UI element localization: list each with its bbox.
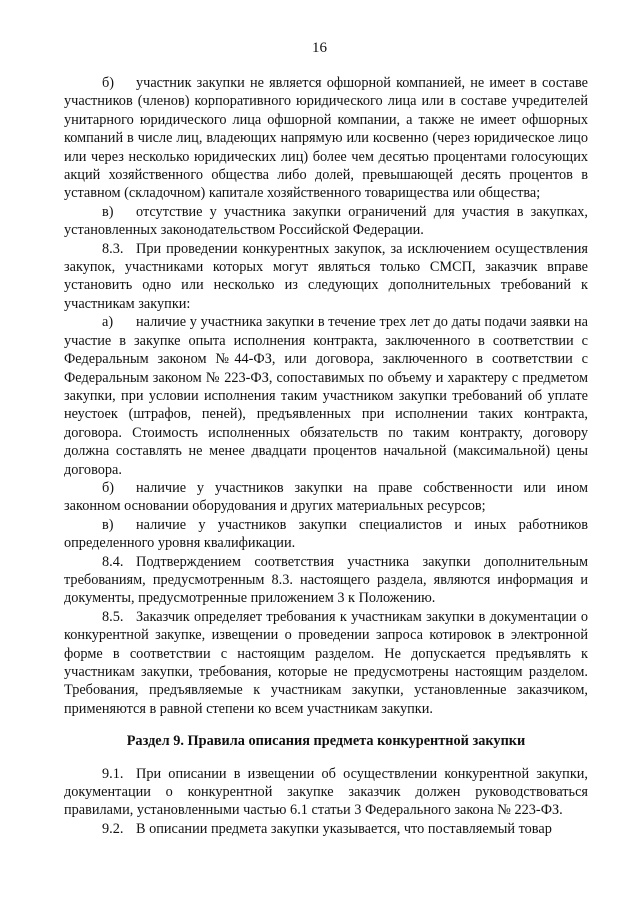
paragraph-text: В описании предмета закупки указывается, что поставляемый товар [136,820,552,837]
paragraph-b-offshore [64,74,588,203]
item-number: 9.1. [102,765,124,782]
item-number: б) [102,479,115,496]
document-body [64,74,588,838]
section-heading: Раздел 9. Правила описания предмета конкурентной закупки [126,733,526,750]
item-number: в) [102,516,114,533]
paragraph-9-1 [64,765,588,820]
paragraph-text: наличие у участника закупки в течение трех лет до даты подачи заявки на участие в закупке опыта исполнения контракта, заключенного в соответствии с Федеральным законом №44-ФЗ, или договора, заключенного в соответствии с Федеральным законом № 223-ФЗ, сопоставимых по объему и характеру с предметом закупки, при условии исполнения таким участником закупки требований об уплате неустоек (штрафов, пеней), предъявленных при исполнении таких контракта, договора. Стоимость исполненных обязательств по таким контракту, договору должна составлять не менее двадцати процентов начальной (максимальной) цены договора. [64,314,588,478]
page-number: 16 [312,40,327,56]
paragraph-text: наличие у участников закупки на праве собственности или ином законном основании оборудования и других материальных ресурсов; [64,479,588,515]
item-number: б) [102,75,115,91]
item-number: 8.3. [102,240,124,257]
paragraph-8-5 [64,608,588,718]
item-number: 8.4. [102,553,124,570]
item-number: в) [102,203,114,220]
paragraph-v-specialists [64,516,588,553]
paragraph-text: При проведении конкурентных закупок, за исключением осуществления закупок, участниками которых могут являться только СМСП, заказчик вправе установить одно или несколько из следующих дополнительных требований к участникам закупки: [64,240,588,312]
paragraph-text: участник закупки не является офшорной компанией, не имеет в составе участников (членов) корпоративного юридического лица или в составе учредителей унитарного юридического лица офшорной компании, а также не имеет офшорных компаний в числе лиц, владеющих напрямую или косвенно (через юридическое лицо или через несколько юридических лиц) более чем десятью процентами голосующих акций хозяйственного общества либо долей, превышающей десять процентов в уставном (складочном) капитале хозяйственного товарищества или общества; [64,75,588,202]
paragraph-text: Подтверждением соответствия участника закупки дополнительным требованиям, предусмотренным 8.3. настоящего раздела, являются информация и документы, предусмотренные приложением 3 к Положению. [64,553,588,607]
paragraph-9-2 [64,820,588,838]
item-number: а) [102,314,114,331]
item-number: 8.5. [102,608,124,625]
paragraph-text: наличие у участников закупки специалистов и иных работников определенного уровня квалификации. [64,516,588,552]
paragraph-a-experience [64,313,588,479]
paragraph-8-3 [64,240,588,314]
paragraph-b-equipment [64,479,588,516]
paragraph-8-4 [64,553,588,608]
paragraph-text: Заказчик определяет требования к участникам закупки в документации о конкурентной закупке, извещении о проведении запроса котировок в электронной форме в соответствии с настоящим разделом. Не допускается предъявлять к участникам закупки, требования, которые не предусмотрены настоящим разделом. Требования, предъявляемые к участникам закупки, установленные заказчиком, применяются в равной степени ко всем участникам закупки. [64,608,588,717]
paragraph-text: При описании в извещении об осуществлении конкурентной закупки, документации о конкурентной закупке заказчик должен руководствоваться правилами, установленными частью 6.1 статьи 3 Федерального закона № 223-ФЗ. [64,765,588,819]
paragraph-text: отсутствие у участника закупки ограничений для участия в закупках, установленных законодательством Российской Федерации. [64,203,588,239]
item-number: 9.2. [102,820,124,837]
paragraph-v-restrictions [64,203,588,240]
